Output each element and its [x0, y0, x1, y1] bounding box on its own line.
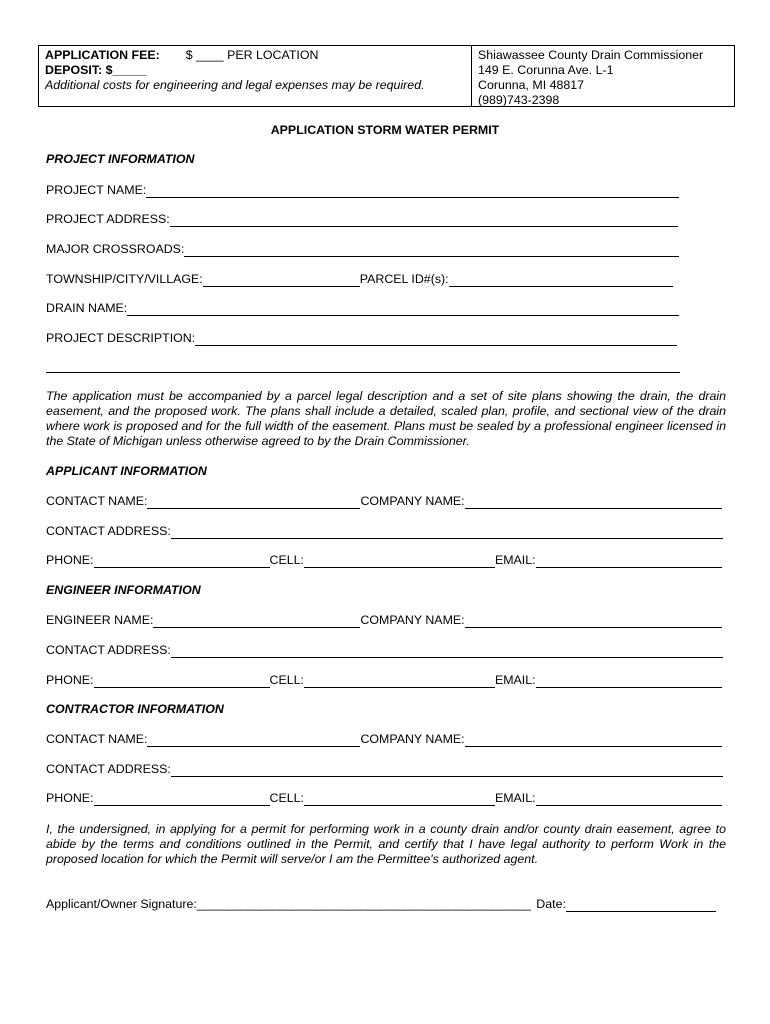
applicant-cell-field[interactable]	[304, 555, 495, 568]
project-address-row	[46, 211, 678, 227]
applicant-address-field[interactable]	[171, 526, 723, 539]
parcel-label: PARCEL ID#(s):	[359, 272, 449, 286]
office-street: 149 E. Corunna Ave. L-1	[478, 63, 614, 77]
applicant-heading: APPLICANT INFORMATION	[46, 464, 207, 478]
engineer-name-row	[46, 612, 722, 628]
engineer-cell-label: CELL:	[269, 673, 304, 687]
contractor-company-label: COMPANY NAME:	[360, 732, 465, 746]
crossroads-row	[46, 241, 679, 257]
fee-section	[39, 46, 472, 106]
applicant-contact-name-field[interactable]	[147, 496, 360, 509]
project-name-row	[46, 182, 679, 198]
engineer-address-label: CONTACT ADDRESS:	[46, 643, 171, 657]
township-row	[46, 271, 673, 287]
project-description-row	[46, 330, 677, 346]
contractor-contact-name-field[interactable]	[147, 734, 360, 747]
engineer-name-label: ENGINEER NAME:	[46, 613, 154, 627]
engineer-phone-row	[46, 672, 722, 688]
signature-label: Applicant/Owner Signature:	[46, 897, 197, 911]
engineer-email-field[interactable]	[536, 675, 722, 688]
contractor-phone-row	[46, 790, 722, 806]
engineer-address-field[interactable]	[171, 645, 723, 658]
fee-label: APPLICATION FEE:	[45, 48, 160, 62]
fee-note: Additional costs for engineering and legal expenses may be required.	[45, 78, 425, 92]
office-address	[472, 46, 734, 106]
contractor-email-label: EMAIL:	[494, 791, 536, 805]
fee-line	[45, 48, 465, 63]
form-title: APPLICATION STORM WATER PERMIT	[270, 123, 500, 137]
applicant-company-field[interactable]	[465, 496, 722, 509]
office-name: Shiawassee County Drain Commissioner	[478, 48, 704, 62]
township-label: TOWNSHIP/CITY/VILLAGE:	[46, 272, 203, 286]
contractor-phone-field[interactable]	[94, 793, 270, 806]
contractor-cell-field[interactable]	[304, 793, 495, 806]
project-description-label: PROJECT DESCRIPTION:	[46, 331, 196, 345]
project-description-field[interactable]	[195, 333, 677, 346]
parcel-field[interactable]	[449, 274, 673, 287]
contractor-name-row	[46, 731, 722, 747]
contractor-address-row	[46, 761, 723, 777]
project-name-field[interactable]	[146, 185, 679, 198]
applicant-phone-field[interactable]	[94, 555, 270, 568]
project-address-label: PROJECT ADDRESS:	[46, 212, 170, 226]
applicant-address-row	[46, 523, 723, 539]
applicant-name-row	[46, 493, 722, 509]
crossroads-label: MAJOR CROSSROADS:	[46, 242, 185, 256]
contractor-cell-label: CELL:	[269, 791, 304, 805]
office-city: Corunna, MI 48817	[478, 78, 585, 92]
contractor-address-field[interactable]	[171, 764, 723, 777]
signature-row	[46, 896, 716, 912]
engineer-address-row	[46, 642, 723, 658]
engineer-company-field[interactable]	[465, 615, 722, 628]
project-name-label: PROJECT NAME:	[46, 183, 147, 197]
applicant-company-label: COMPANY NAME:	[360, 494, 465, 508]
applicant-cell-label: CELL:	[269, 553, 304, 567]
date-field[interactable]	[566, 899, 716, 912]
applicant-address-label: CONTACT ADDRESS:	[46, 524, 171, 538]
applicant-email-label: EMAIL:	[494, 553, 536, 567]
crossroads-field[interactable]	[184, 244, 679, 257]
drain-name-field[interactable]	[127, 303, 679, 316]
contractor-address-label: CONTACT ADDRESS:	[46, 762, 171, 776]
deposit-line: DEPOSIT: $_____	[45, 63, 147, 77]
office-phone: (989)743-2398	[478, 93, 560, 107]
header-box	[38, 45, 735, 107]
project-heading: PROJECT INFORMATION	[46, 152, 195, 166]
engineer-heading: ENGINEER INFORMATION	[46, 583, 201, 597]
fee-value: $ ____ PER LOCATION	[185, 48, 319, 62]
contractor-heading: CONTRACTOR INFORMATION	[46, 702, 224, 716]
contractor-contact-name-label: CONTACT NAME:	[46, 732, 148, 746]
engineer-name-field[interactable]	[153, 615, 360, 628]
engineer-email-label: EMAIL:	[494, 673, 536, 687]
engineer-phone-label: PHONE:	[46, 673, 94, 687]
project-description-field-2[interactable]	[46, 372, 680, 373]
engineer-phone-field[interactable]	[94, 675, 270, 688]
drain-name-row	[46, 300, 679, 316]
engineer-cell-field[interactable]	[304, 675, 495, 688]
site-plan-notice: The application must be accompanied by a parcel legal description and a set of site plans showing the drain, the drain easement, and the proposed work. The plans shall include a detailed, scaled plan, profile, and sectional view of the drain where work is proposed and for the full width of the easement. Plans must be sealed by a professional engineer licensed in the State of Michigan unless otherwise agreed to by the Drain Commissioner.	[46, 389, 726, 448]
contractor-phone-label: PHONE:	[46, 791, 94, 805]
signature-field[interactable]: _____________________________________________________	[196, 897, 531, 911]
applicant-phone-row	[46, 552, 722, 568]
contractor-company-field[interactable]	[465, 734, 722, 747]
engineer-company-label: COMPANY NAME:	[360, 613, 465, 627]
applicant-email-field[interactable]	[536, 555, 722, 568]
drain-name-label: DRAIN NAME:	[46, 301, 128, 315]
certification-statement: I, the undersigned, in applying for a permit for performing work in a county drain and/or county drain easement, agree to abide by the terms and conditions outlined in the Permit, and certify that I have legal authority to perform Work in the proposed location for which the Permit will serve/or I am the Permittee's authorized agent.	[46, 822, 726, 866]
township-field[interactable]	[203, 274, 360, 287]
applicant-contact-name-label: CONTACT NAME:	[46, 494, 148, 508]
project-address-field[interactable]	[170, 214, 678, 227]
date-label: Date:	[536, 897, 566, 911]
applicant-phone-label: PHONE:	[46, 553, 94, 567]
contractor-email-field[interactable]	[536, 793, 722, 806]
